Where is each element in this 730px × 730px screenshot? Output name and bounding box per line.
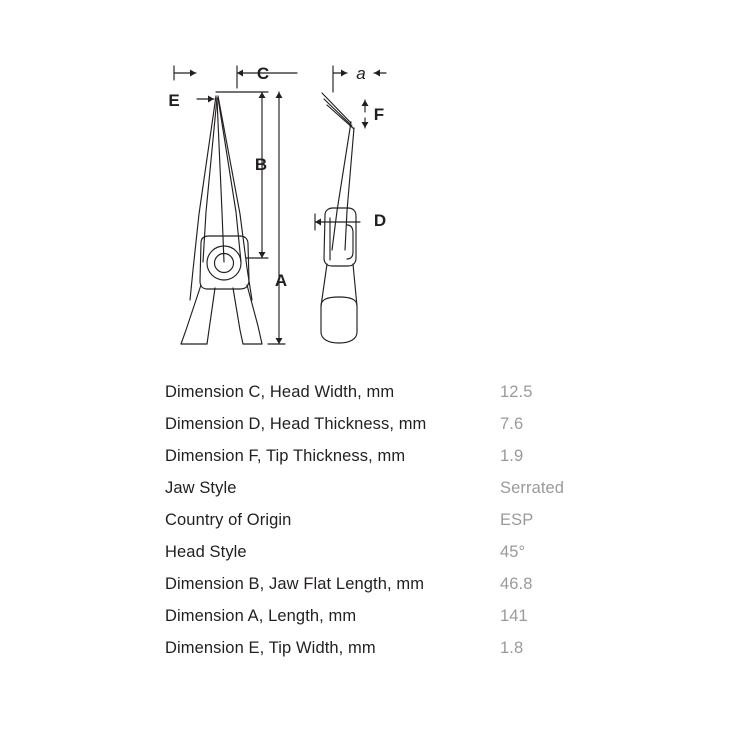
spec-label: Dimension B, Jaw Flat Length, mm bbox=[165, 575, 425, 593]
label-F: F bbox=[373, 105, 385, 124]
pliers-front-view bbox=[181, 96, 262, 344]
spec-label: Dimension D, Head Thickness, mm bbox=[165, 415, 427, 433]
spec-row bbox=[165, 639, 595, 671]
spec-row bbox=[165, 415, 595, 447]
spec-label: Dimension A, Length, mm bbox=[165, 607, 357, 625]
dimension-E bbox=[174, 66, 214, 103]
spec-label: Dimension C, Head Width, mm bbox=[165, 383, 395, 401]
spec-value: 45° bbox=[500, 543, 526, 561]
label-A: A bbox=[274, 271, 288, 290]
dimension-F bbox=[362, 100, 369, 128]
spec-row bbox=[165, 575, 595, 607]
spec-value: 7.6 bbox=[500, 415, 524, 433]
spec-label: Dimension F, Tip Thickness, mm bbox=[165, 447, 406, 465]
spec-value: 46.8 bbox=[500, 575, 533, 593]
dimension-A bbox=[268, 92, 288, 344]
spec-row bbox=[165, 607, 595, 639]
spec-row bbox=[165, 543, 595, 575]
specification-table bbox=[165, 383, 595, 671]
spec-row bbox=[165, 383, 595, 415]
spec-value: ESP bbox=[500, 511, 534, 529]
spec-label: Head Style bbox=[165, 543, 247, 561]
dimension-D bbox=[315, 214, 360, 230]
label-C: C bbox=[256, 64, 270, 83]
spec-value: 1.9 bbox=[500, 447, 524, 465]
spec-label: Dimension E, Tip Width, mm bbox=[165, 639, 376, 657]
pliers-side-view bbox=[321, 93, 357, 343]
label-D: D bbox=[373, 211, 387, 230]
label-B: B bbox=[254, 155, 268, 174]
spec-label: Jaw Style bbox=[165, 479, 237, 497]
label-a-angle: a bbox=[356, 64, 366, 83]
spec-value: 12.5 bbox=[500, 383, 533, 401]
spec-value: 141 bbox=[500, 607, 528, 625]
spec-label: Country of Origin bbox=[165, 511, 292, 529]
spec-row bbox=[165, 447, 595, 479]
spec-value: 1.8 bbox=[500, 639, 524, 657]
spec-row bbox=[165, 511, 595, 543]
spec-row bbox=[165, 479, 595, 511]
spec-value: Serrated bbox=[500, 479, 565, 497]
label-E: E bbox=[168, 91, 180, 110]
